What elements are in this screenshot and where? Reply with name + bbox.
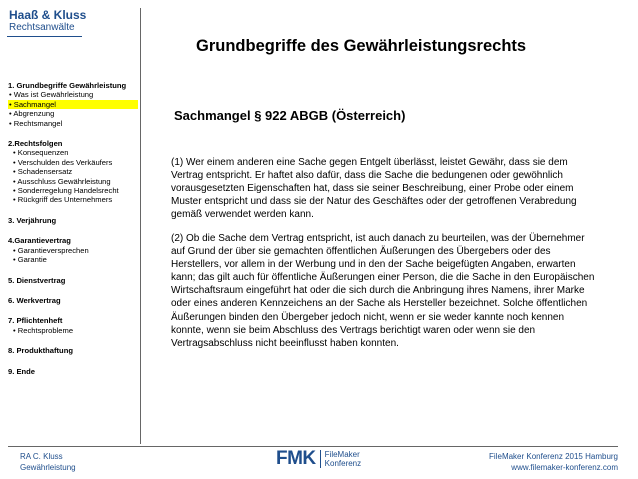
brand-subtitle: Rechtsanwälte — [9, 22, 75, 33]
sidebar-section-2 — [8, 139, 138, 205]
fmk-logo-line1: FileMaker — [324, 450, 360, 459]
sidebar-item[interactable]: • Schadensersatz — [13, 167, 73, 177]
fmk-logo-separator — [320, 450, 321, 468]
content-paragraph-1: (1) Wer einem anderen eine Sache gegen Entgelt überlässt, leistet Gewähr, dass sie dem Vertrag entspricht. Er haftet also dafür, dass die Sache die bedungenen oder gewöhnlich vorausgesetzten Eigenschaften hat, dass sie seiner Beschreibung, einer Probe oder einem Muster entspricht und dass sie der Natur des Geschäftes oder der getroffenen Verabredung gemäß verwendet werden kann. — [171, 157, 577, 221]
sidebar-section-9 — [8, 367, 138, 376]
sidebar-item[interactable]: • Rechtsprobleme — [13, 325, 74, 335]
sidebar-section-head[interactable]: 4.Garantievertrag — [8, 236, 71, 246]
sidebar-section-head[interactable]: 7. Pflichtenheft — [8, 316, 63, 326]
sidebar-section-head[interactable]: 2.Rechtsfolgen — [8, 139, 63, 149]
content-paragraph-2: (2) Ob die Sache dem Vertrag entspricht, ist auch danach zu beurteilen, was der Übernehmer auf Grund der über sie gemachten öffentlichen Äußerungen des Übergebers oder des Herstellers, vor allem in der Werbung und in den der Sache beigefügten Angaben, erwarten kann; das gilt auch für öffentliche Äußerungen einer Person, die die Sache in den Europäischen Wirtschaftsraum eingeführt hat oder die sich durch die Anbringung ihres Namens, ihrer Marke oder eines anderen Kennzeichens an der Sache als Hersteller bezeichnet. Solche öffentlichen Äußerungen binden den Übergeber jedoch nicht, wenn er sie weder kannte noch kennen konnte, wenn sie beim Abschluss des Vertrags berichtigt waren oder wenn sie den Vertragsabschluss nicht beeinflusst haben konnten. — [171, 233, 595, 349]
sidebar-section-6 — [8, 296, 138, 305]
slide-title: Grundbegriffe des Gewährleistungsrechts — [196, 37, 527, 55]
sidebar-section-head[interactable]: 9. Ende — [8, 366, 36, 376]
sidebar-nav — [8, 81, 138, 387]
footer-divider — [8, 446, 618, 447]
sidebar-item[interactable]: • Abgrenzung — [9, 109, 55, 119]
sidebar-section-head[interactable]: 5. Dienstvertrag — [8, 275, 66, 285]
sidebar-section-head[interactable]: 1. Grundbegriffe Gewährleistung — [8, 81, 127, 90]
sidebar-item[interactable]: • Garantieversprechen — [13, 245, 89, 255]
fmk-logo-text — [325, 450, 361, 468]
fmk-logo-line2: Konferenz — [324, 459, 362, 468]
sidebar-item[interactable]: • Ausschluss Gewährleistung — [13, 176, 111, 186]
sidebar-section-head[interactable]: 8. Produkthaftung — [8, 346, 73, 356]
sidebar-section-5 — [8, 276, 138, 285]
fmk-logo — [276, 448, 361, 470]
sidebar-item[interactable]: • Konsequenzen — [13, 148, 69, 158]
sidebar-section-head[interactable]: 6. Werkvertrag — [8, 295, 61, 305]
sidebar-item-active[interactable]: • Sachmangel — [8, 100, 138, 109]
footer-left — [20, 451, 76, 473]
sidebar-item[interactable]: • Sonderregelung Handelsrecht — [13, 186, 119, 196]
footer-author: RA C. Kluss — [20, 452, 63, 461]
sidebar-divider — [140, 8, 141, 444]
footer-right — [489, 451, 618, 473]
sidebar-section-1 — [8, 81, 138, 128]
brand-underline — [7, 36, 82, 37]
content-heading: Sachmangel § 922 ABGB (Österreich) — [174, 108, 406, 123]
sidebar-item[interactable]: • Verschulden des Verkäufers — [13, 157, 113, 167]
sidebar-section-head[interactable]: 3. Verjährung — [8, 215, 57, 225]
sidebar-item[interactable]: • Garantie — [13, 255, 47, 265]
sidebar-item[interactable]: • Rechtsmangel — [9, 118, 63, 128]
footer-topic: Gewährleistung — [20, 463, 76, 472]
sidebar-item[interactable]: • Rückgriff des Unternehmers — [13, 195, 113, 205]
sidebar-section-7 — [8, 316, 138, 335]
brand-title: Haaß & Kluss — [9, 8, 87, 22]
fmk-logo-mark: FMK — [276, 448, 316, 469]
sidebar-section-8 — [8, 346, 138, 355]
footer-event: FileMaker Konferenz 2015 Hamburg — [489, 452, 618, 461]
sidebar-item[interactable]: • Was ist Gewährleistung — [9, 90, 94, 100]
footer-url[interactable]: www.filemaker-konferenz.com — [511, 463, 618, 472]
sidebar-section-4 — [8, 236, 138, 264]
sidebar-section-3 — [8, 216, 138, 225]
